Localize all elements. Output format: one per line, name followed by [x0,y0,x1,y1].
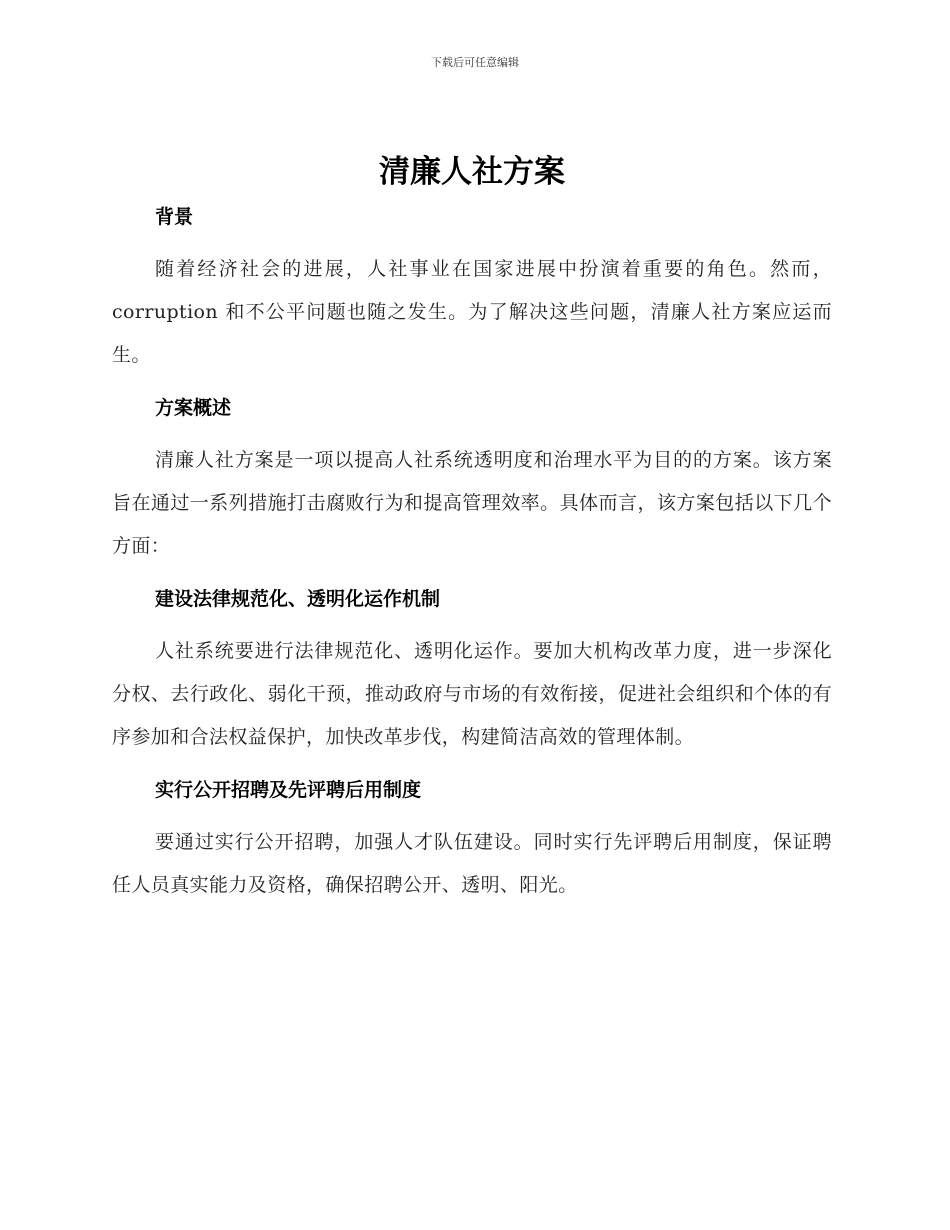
section-paragraph: 清廉人社方案是一项以提高人社系统透明度和治理水平为目的的方案。该方案旨在通过一系列措施打击腐败行为和提高管理效率。具体而言，该方案包括以下几个方面： [112,449,832,557]
section-heading: 实行公开招聘及先评聘后用制度 [155,779,422,801]
section-paragraph: 随着经济社会的进展，人社事业在国家进展中扮演着重要的角色。然而， corruption 和不公平问题也随之发生。为了解决这些问题，清廉人社方案应运而生。 [112,258,832,366]
section-overview [112,395,832,568]
section-heading: 建设法律规范化、透明化运作机制 [155,588,441,610]
section-legal-mechanism [112,586,832,759]
document-title: 清廉人社方案 [379,154,565,190]
section-background [112,204,832,377]
document-body [112,150,832,925]
section-heading: 方案概述 [155,397,232,419]
page-header-note: 下载后可任意编辑 [431,56,519,69]
section-open-recruitment [112,777,832,907]
section-paragraph: 人社系统要进行法律规范化、透明化运作。要加大机构改革力度，进一步深化分权、去行政化、弱化干预，推动政府与市场的有效衔接，促进社会组织和个体的有序参加和合法权益保护，加快改革步伐，构建简洁高效的管理体制。 [112,640,832,748]
section-paragraph: 要通过实行公开招聘，加强人才队伍建设。同时实行先评聘后用制度，保证聘任人员真实能力及资格，确保招聘公开、透明、阳光。 [112,831,832,896]
section-heading: 背景 [155,206,194,228]
